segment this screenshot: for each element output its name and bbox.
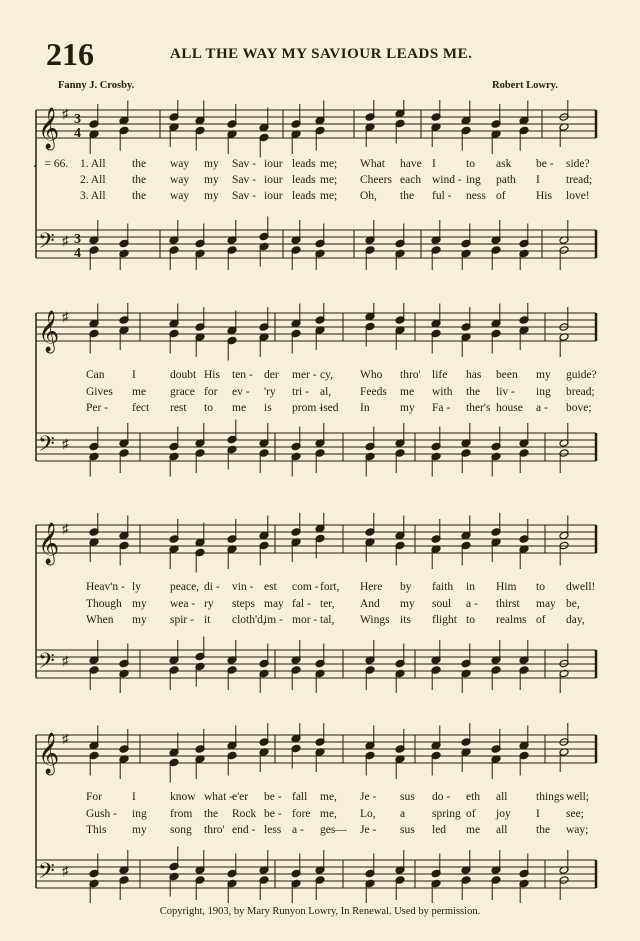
lyric-row-s1-v1 bbox=[0, 158, 640, 174]
lyric-syllable: know bbox=[170, 791, 196, 803]
lyric-syllable: the bbox=[466, 386, 481, 398]
lyric-syllable: my bbox=[132, 614, 147, 626]
lyric-row-s4-v2 bbox=[0, 808, 640, 824]
lyric-syllable: fore bbox=[292, 808, 311, 820]
lyric-syllable: Sav - bbox=[232, 158, 256, 170]
time-signature: 4 bbox=[74, 246, 81, 261]
lyric-syllable: be - bbox=[264, 791, 282, 803]
lyric-syllable: thirst bbox=[496, 598, 520, 610]
lyric-syllable: leads bbox=[292, 190, 316, 202]
lyric-syllable: fal - bbox=[292, 598, 311, 610]
lyric-syllable: by bbox=[400, 581, 412, 593]
lyric-syllable: song bbox=[170, 824, 192, 836]
lyric-syllable: 'ry bbox=[264, 386, 276, 398]
key-signature-sharp: ♯ bbox=[62, 731, 69, 746]
lyric-syllable: Je - bbox=[360, 791, 377, 803]
lyric-syllable: I bbox=[132, 791, 136, 803]
lyric-syllable: rest bbox=[170, 402, 187, 414]
hymn-number: 216 bbox=[46, 36, 94, 72]
lyric-row-s4-v1 bbox=[0, 791, 640, 807]
lyric-row-s2-v3 bbox=[0, 402, 640, 418]
key-signature-sharp: ♯ bbox=[62, 863, 69, 878]
lyric-syllable: see; bbox=[566, 808, 584, 820]
lyric-syllable: me; bbox=[320, 158, 338, 170]
lyric-syllable: ry bbox=[204, 598, 214, 610]
bass-clef: 𝄢 bbox=[38, 649, 55, 679]
lyric-syllable: bove; bbox=[566, 402, 592, 414]
lyric-syllable: thro' bbox=[204, 824, 225, 836]
lyric-syllable: Sav - bbox=[232, 174, 256, 186]
lyric-syllable: a - bbox=[292, 824, 304, 836]
lyric-syllable: wea - bbox=[170, 598, 196, 610]
lyric-syllable: be, bbox=[566, 598, 580, 610]
key-signature-sharp: ♯ bbox=[62, 436, 69, 451]
lyric-syllable: ges— bbox=[320, 824, 347, 836]
lyric-syllable: my bbox=[400, 402, 415, 414]
lyric-syllable: I bbox=[536, 174, 540, 186]
lyric-syllable: ask bbox=[496, 158, 512, 170]
lyric-syllable: est bbox=[264, 581, 277, 593]
lyric-syllable: way bbox=[170, 158, 190, 170]
lyric-syllable: has bbox=[466, 369, 482, 381]
lyric-syllable: Lo, bbox=[360, 808, 376, 820]
lyric-syllable: Fa - bbox=[432, 402, 451, 414]
key-signature-sharp: ♯ bbox=[62, 106, 69, 121]
lyric-syllable: Him bbox=[496, 581, 517, 593]
lyric-syllable: His bbox=[204, 369, 220, 381]
lyric-syllable: well; bbox=[566, 791, 589, 803]
bass-clef: 𝄢 bbox=[38, 229, 55, 259]
lyric-syllable: my bbox=[132, 824, 147, 836]
lyric-syllable: Gush - bbox=[86, 808, 117, 820]
lyric-syllable: Feeds bbox=[360, 386, 387, 398]
lyric-syllable: e'er bbox=[232, 791, 249, 803]
time-signature: 4 bbox=[74, 126, 81, 141]
lyric-syllable: all bbox=[496, 791, 508, 803]
treble-clef: 𝄞 bbox=[38, 108, 60, 149]
lyric-syllable: path bbox=[496, 174, 516, 186]
lyric-row-s1-v2 bbox=[0, 174, 640, 190]
lyric-syllable: tal, bbox=[320, 614, 335, 626]
lyric-syllable: me; bbox=[320, 174, 338, 186]
lyric-syllable: led bbox=[432, 824, 447, 836]
lyric-syllable: things bbox=[536, 791, 565, 803]
lyric-syllable: with bbox=[432, 386, 453, 398]
lyric-syllable: ter, bbox=[320, 598, 335, 610]
lyric-syllable: thro' bbox=[400, 369, 421, 381]
lyric-syllable: way; bbox=[566, 824, 589, 836]
lyric-syllable: Gives bbox=[86, 386, 113, 398]
lyric-syllable: is bbox=[264, 402, 272, 414]
lyric-syllable: each bbox=[400, 174, 422, 186]
lyric-syllable: my bbox=[132, 598, 147, 610]
lyric-syllable: vin - bbox=[232, 581, 254, 593]
lyric-syllable: I bbox=[536, 808, 540, 820]
lyric-syllable: Heav'n - bbox=[86, 581, 125, 593]
lyric-syllable: faith bbox=[432, 581, 454, 593]
lyric-row-s2-v1 bbox=[0, 369, 640, 385]
lyric-syllable: way bbox=[170, 174, 190, 186]
lyric-syllable: of bbox=[536, 614, 546, 626]
key-signature-sharp: ♯ bbox=[62, 309, 69, 324]
key-signature-sharp: ♯ bbox=[62, 521, 69, 536]
lyric-syllable: been bbox=[496, 369, 518, 381]
lyric-syllable: mer - bbox=[292, 369, 317, 381]
hymn-composer: Robert Lowry. bbox=[492, 80, 558, 91]
lyric-syllable: grace bbox=[170, 386, 195, 398]
lyric-syllable: leads bbox=[292, 158, 316, 170]
lyric-syllable: may bbox=[536, 598, 556, 610]
lyric-syllable: fall bbox=[292, 791, 308, 803]
lyric-syllable: what - bbox=[204, 791, 234, 803]
lyric-syllable: the bbox=[132, 174, 147, 186]
lyric-syllable: have bbox=[400, 158, 422, 170]
lyric-syllable: the bbox=[536, 824, 551, 836]
lyric-syllable: be - bbox=[536, 158, 554, 170]
copyright-notice: Copyright, 1903, by Mary Runyon Lowry, In Renewal. Used by permission. bbox=[159, 906, 481, 917]
lyric-syllable: When bbox=[86, 614, 114, 626]
treble-clef: 𝄞 bbox=[38, 523, 60, 564]
lyric-syllable: ing bbox=[132, 808, 147, 820]
lyric-syllable: the bbox=[400, 190, 415, 202]
lyric-row-s4-v3 bbox=[0, 824, 640, 840]
lyric-syllable: side? bbox=[566, 158, 590, 170]
lyric-syllable: be - bbox=[264, 808, 282, 820]
lyric-syllable: Per - bbox=[86, 402, 109, 414]
lyric-syllable: flight bbox=[432, 614, 457, 626]
hymn-title: ALL THE WAY MY SAVIOUR LEADS ME. bbox=[170, 46, 473, 62]
bass-clef: 𝄢 bbox=[38, 432, 55, 462]
lyric-syllable: for bbox=[204, 386, 218, 398]
lyric-syllable: way bbox=[170, 190, 190, 202]
lyric-syllable: doubt bbox=[170, 369, 197, 381]
lyric-syllable: to bbox=[466, 158, 475, 170]
lyric-syllable: me, bbox=[320, 808, 337, 820]
lyric-syllable: a - bbox=[536, 402, 548, 414]
lyric-syllable: dwell! bbox=[566, 581, 596, 593]
lyric-row-s3-v1 bbox=[0, 581, 640, 597]
lyric-syllable: soul bbox=[432, 598, 452, 610]
lyric-syllable: steps bbox=[232, 598, 255, 610]
lyric-syllable: my bbox=[204, 158, 219, 170]
lyric-syllable: What bbox=[360, 158, 385, 170]
lyric-syllable: house bbox=[496, 402, 523, 414]
lyric-syllable: And bbox=[360, 598, 380, 610]
lyric-syllable: to bbox=[466, 614, 475, 626]
lyric-syllable: end - bbox=[232, 824, 256, 836]
treble-clef: 𝄞 bbox=[38, 311, 60, 352]
lyric-syllable: of bbox=[496, 190, 506, 202]
lyric-syllable: spir - bbox=[170, 614, 194, 626]
key-signature-sharp: ♯ bbox=[62, 233, 69, 248]
lyric-syllable: liv - bbox=[496, 386, 515, 398]
lyric-syllable: a - bbox=[466, 598, 478, 610]
lyric-syllable: do - bbox=[432, 791, 451, 803]
lyric-syllable: sus bbox=[400, 824, 415, 836]
lyric-syllable: guide? bbox=[566, 369, 597, 381]
lyric-syllable: tread; bbox=[566, 174, 593, 186]
lyric-syllable: prom - bbox=[292, 402, 323, 414]
key-signature-sharp: ♯ bbox=[62, 653, 69, 668]
lyric-syllable: 1. All bbox=[80, 158, 106, 170]
lyric-syllable: Wings bbox=[360, 614, 390, 626]
lyric-syllable: sus bbox=[400, 791, 415, 803]
lyric-syllable: di - bbox=[204, 581, 220, 593]
lyric-syllable: Sav - bbox=[232, 190, 256, 202]
lyric-syllable: ful - bbox=[432, 190, 452, 202]
lyric-syllable: Who bbox=[360, 369, 383, 381]
lyric-syllable: my bbox=[536, 369, 551, 381]
lyric-syllable: bread; bbox=[566, 386, 595, 398]
lyric-row-s1-v3 bbox=[0, 190, 640, 206]
lyric-syllable: wind - bbox=[432, 174, 462, 186]
lyric-syllable: Can bbox=[86, 369, 105, 381]
lyric-syllable: iour bbox=[264, 190, 283, 202]
lyric-syllable: ther's bbox=[466, 402, 491, 414]
lyric-syllable: iour bbox=[264, 174, 283, 186]
lyric-syllable: me; bbox=[320, 190, 338, 202]
lyric-syllable: the bbox=[204, 808, 219, 820]
lyric-syllable: to bbox=[204, 402, 213, 414]
lyric-row-s2-v2 bbox=[0, 386, 640, 402]
lyric-syllable: tri - bbox=[292, 386, 309, 398]
lyric-syllable: from bbox=[170, 808, 193, 820]
lyric-syllable: cloth'd, bbox=[232, 614, 266, 626]
lyric-syllable: less bbox=[264, 824, 282, 836]
lyric-syllable: me bbox=[400, 386, 415, 398]
lyric-syllable: Rock bbox=[232, 808, 257, 820]
treble-clef: 𝄞 bbox=[38, 733, 60, 774]
lyric-syllable: ness bbox=[466, 190, 486, 202]
lyric-syllable: my bbox=[400, 598, 415, 610]
lyric-syllable: life bbox=[432, 369, 448, 381]
lyric-syllable: ised bbox=[320, 402, 339, 414]
lyric-syllable: com - bbox=[292, 581, 319, 593]
lyric-syllable: love! bbox=[566, 190, 590, 202]
lyric-syllable: peace, bbox=[170, 581, 200, 593]
lyric-syllable: In bbox=[360, 402, 370, 414]
lyric-syllable: 2. All bbox=[80, 174, 106, 186]
lyric-syllable: I bbox=[132, 369, 136, 381]
lyric-syllable: For bbox=[86, 791, 102, 803]
lyric-syllable: ly bbox=[132, 581, 141, 593]
lyric-syllable: day, bbox=[566, 614, 585, 626]
lyric-syllable: al, bbox=[320, 386, 332, 398]
lyric-row-s3-v3 bbox=[0, 614, 640, 630]
time-signature: 3 bbox=[74, 112, 81, 127]
lyric-syllable: all bbox=[496, 824, 508, 836]
lyric-syllable: Though bbox=[86, 598, 122, 610]
lyric-syllable: This bbox=[86, 824, 107, 836]
lyric-syllable: of bbox=[466, 808, 476, 820]
lyric-syllable: it bbox=[204, 614, 211, 626]
lyric-syllable: me bbox=[132, 386, 147, 398]
lyric-syllable: leads bbox=[292, 174, 316, 186]
tempo-marking: ♩= 66. bbox=[33, 158, 69, 170]
lyric-syllable: im - bbox=[264, 614, 283, 626]
bass-clef: 𝄢 bbox=[38, 859, 55, 889]
hymn-author: Fanny J. Crosby. bbox=[58, 80, 135, 91]
lyric-syllable: spring bbox=[432, 808, 461, 820]
lyric-syllable: the bbox=[132, 158, 147, 170]
lyric-syllable: cy, bbox=[320, 369, 333, 381]
lyric-syllable: ing bbox=[536, 386, 551, 398]
lyric-syllable: its bbox=[400, 614, 411, 626]
lyric-syllable: in bbox=[466, 581, 475, 593]
lyric-syllable: I bbox=[432, 158, 436, 170]
lyric-syllable: ing bbox=[466, 174, 481, 186]
lyric-row-s3-v2 bbox=[0, 598, 640, 614]
lyric-syllable: my bbox=[204, 174, 219, 186]
lyric-syllable: Je - bbox=[360, 824, 377, 836]
lyric-syllable: mor - bbox=[292, 614, 318, 626]
lyric-syllable: me bbox=[232, 402, 247, 414]
time-signature: 3 bbox=[74, 232, 81, 247]
lyric-syllable: Here bbox=[360, 581, 383, 593]
lyric-syllable: realms bbox=[496, 614, 527, 626]
lyric-syllable: to bbox=[536, 581, 545, 593]
lyric-syllable: joy bbox=[496, 808, 511, 820]
lyric-syllable: Oh, bbox=[360, 190, 377, 202]
lyric-syllable: eth bbox=[466, 791, 481, 803]
lyric-syllable: ten - bbox=[232, 369, 253, 381]
lyric-syllable: me bbox=[466, 824, 481, 836]
lyric-syllable: my bbox=[204, 190, 219, 202]
lyric-syllable: Cheers bbox=[360, 174, 392, 186]
lyric-syllable: the bbox=[132, 190, 147, 202]
lyric-syllable: His bbox=[536, 190, 552, 202]
lyric-syllable: me, bbox=[320, 791, 337, 803]
lyric-syllable: fort, bbox=[320, 581, 340, 593]
lyric-syllable: a bbox=[400, 808, 406, 820]
lyric-syllable: 3. All bbox=[80, 190, 106, 202]
lyric-syllable: ev - bbox=[232, 386, 250, 398]
lyric-syllable: fect bbox=[132, 402, 150, 414]
lyric-syllable: iour bbox=[264, 158, 283, 170]
lyric-syllable: der bbox=[264, 369, 279, 381]
lyric-syllable: may bbox=[264, 598, 284, 610]
